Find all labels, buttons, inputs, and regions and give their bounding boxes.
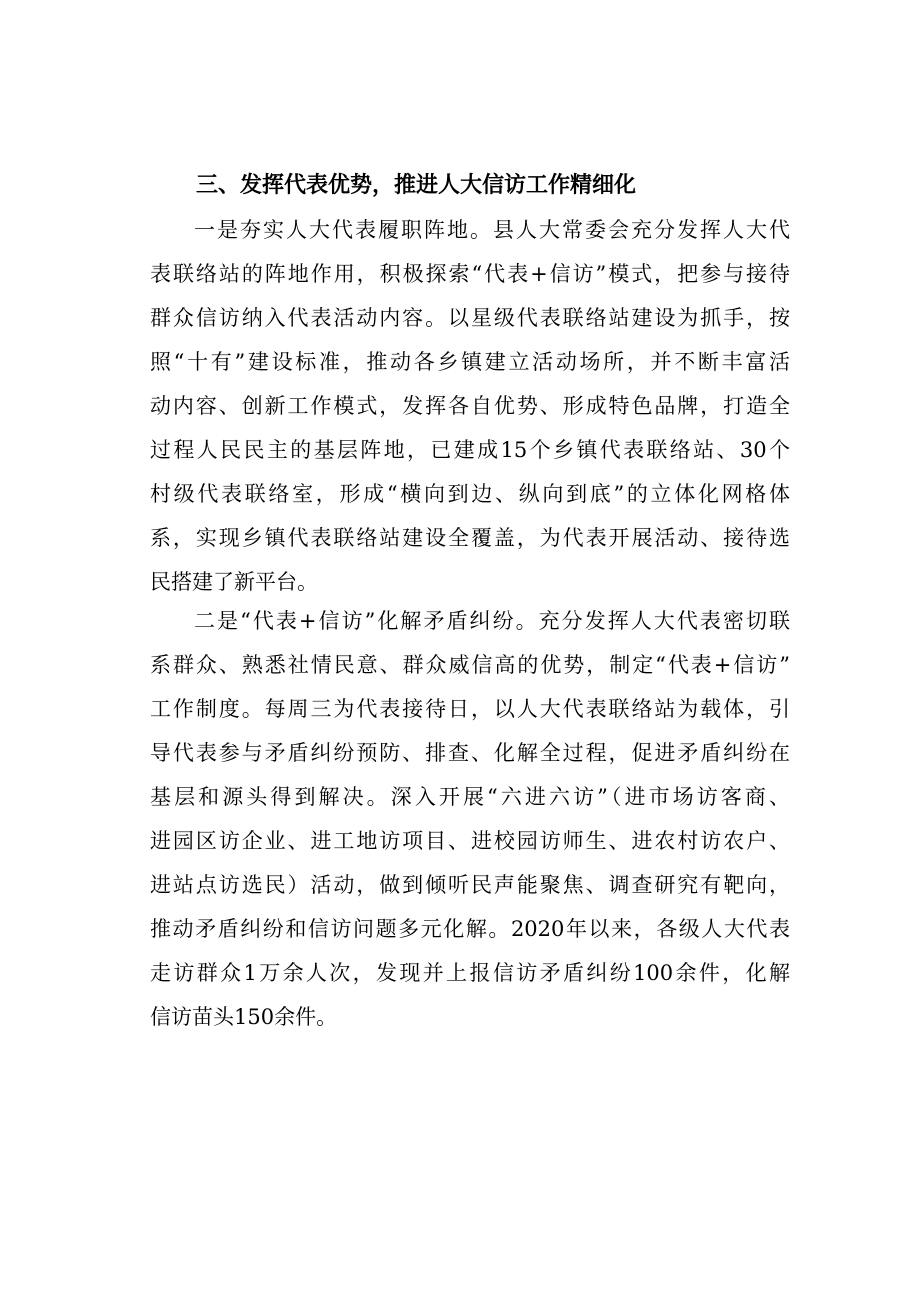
- paragraph-dispute-resolution: [150, 599, 790, 1039]
- paragraph-line: 二是“代表+信访”化解矛盾纠纷。充分发挥人大代表密切联: [194, 609, 790, 633]
- paragraph-line: 系，实现乡镇代表联络站建设全覆盖，为代表开展活动、接待选: [150, 526, 790, 550]
- paragraph-line: 导代表参与矛盾纠纷预防、排查、化解全过程，促进矛盾纠纷在: [150, 741, 790, 765]
- paragraph-line: 进站点访选民）活动，做到倾听民声能聚焦、调查研究有靶向，: [150, 873, 790, 897]
- paragraph-line: 一是夯实人大代表履职阵地。县人大常委会充分发挥人大代: [194, 218, 790, 242]
- paragraph-line: 系群众、熟悉社情民意、群众威信高的优势，制定“代表+信访”: [150, 653, 790, 677]
- paragraph-line: 信访苗头150余件。: [150, 1005, 338, 1029]
- paragraph-line: 基层和源头得到解决。深入开展“六进六访”（进市场访客商、: [150, 785, 790, 809]
- paragraph-line: 村级代表联络室，形成“横向到边、纵向到底”的立体化网格体: [150, 482, 790, 506]
- paragraph-representative-stations: [150, 208, 790, 604]
- paragraph-line: 工作制度。每周三为代表接待日，以人大代表联络站为载体，引: [150, 697, 790, 721]
- paragraph-line: 推动矛盾纠纷和信访问题多元化解。2020年以来，各级人大代表: [150, 917, 790, 941]
- paragraph-line: 照“十有”建设标准，推动各乡镇建立活动场所，并不断丰富活: [150, 350, 790, 374]
- paragraph-line: 进园区访企业、进工地访项目、进校园访师生、进农村访农户、: [150, 829, 790, 853]
- paragraph-line: 表联络站的阵地作用，积极探索“代表+信访”模式，把参与接待: [150, 262, 790, 286]
- paragraph-line: 民搭建了新平台。: [150, 570, 318, 594]
- paragraph-line: 过程人民民主的基层阵地，已建成15个乡镇代表联络站、30个: [150, 438, 790, 462]
- paragraph-line: 走访群众1万余人次，发现并上报信访矛盾纠纷100余件，化解: [150, 961, 790, 985]
- paragraph-line: 动内容、创新工作模式，发挥各自优势、形成特色品牌，打造全: [150, 394, 790, 418]
- paragraph-line: 群众信访纳入代表活动内容。以星级代表联络站建设为抓手，按: [150, 306, 790, 330]
- section-heading: 三、发挥代表优势，推进人大信访工作精细化: [196, 173, 637, 198]
